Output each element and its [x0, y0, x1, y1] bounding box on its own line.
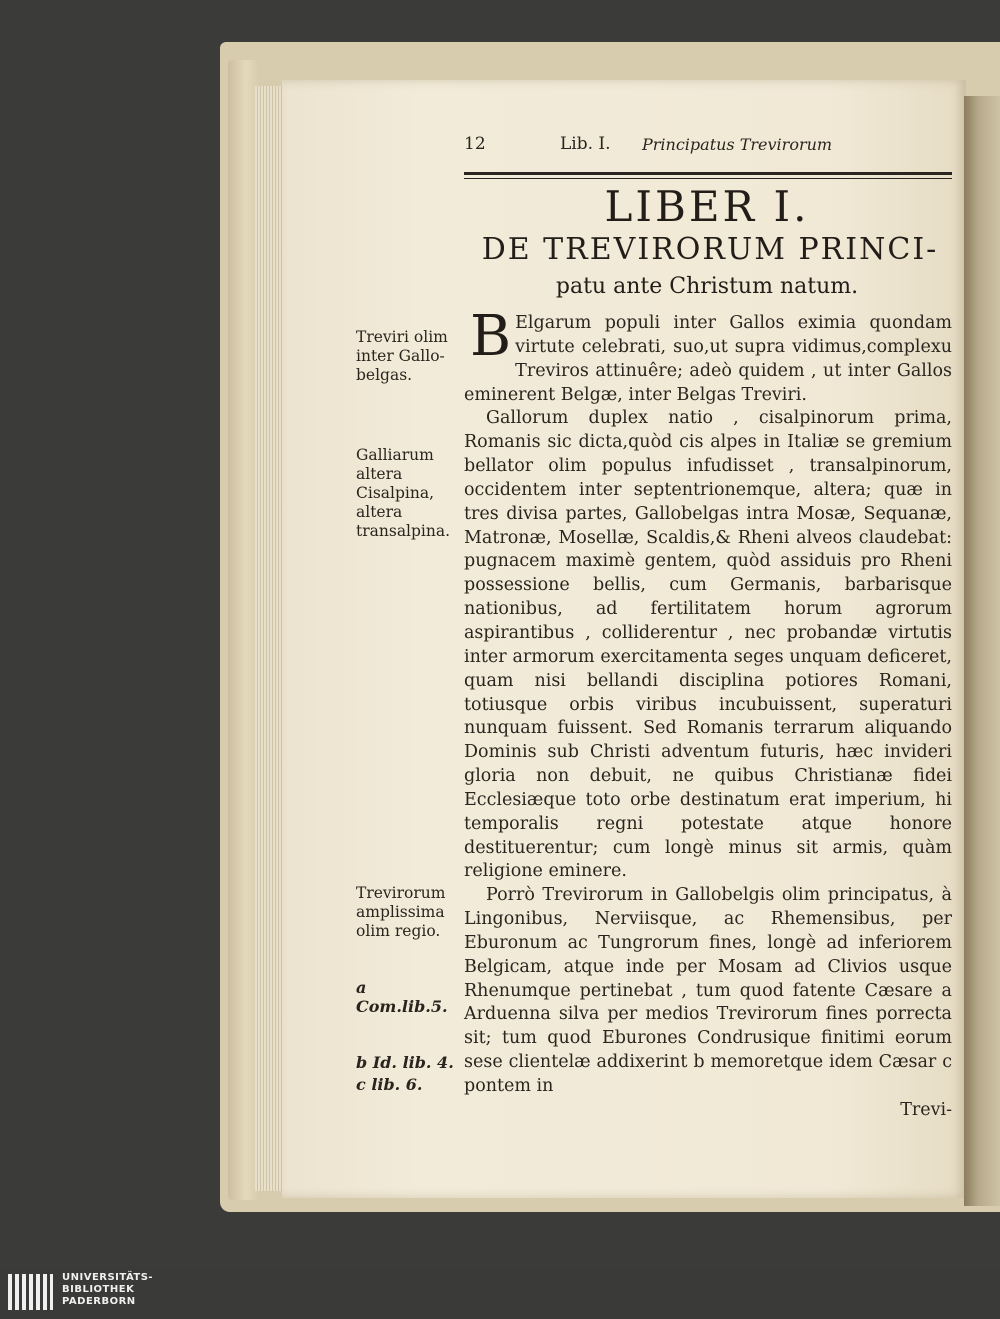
margin-note: Trevirorum amplissima olim regio. [356, 884, 446, 940]
chapter-title: DE TREVIRORUM PRINCI- [481, 232, 939, 267]
library-logo-icon [8, 1272, 54, 1312]
body-text [464, 304, 952, 1123]
catchword: Trevi- [900, 1099, 952, 1120]
page-number: 12 [464, 134, 486, 154]
running-header [460, 130, 950, 160]
running-title: Principatus Trevirorum [642, 135, 833, 154]
logo-line: PADERBORN [62, 1296, 136, 1307]
book-title: LIBER I. [604, 182, 810, 231]
header-rule [464, 172, 952, 175]
book-reference: Lib. I. [560, 134, 611, 154]
margin-citation-c: c lib. 6. [356, 1075, 423, 1094]
margin-note: Treviri olim inter Gallo-belgas. [356, 328, 448, 384]
paragraph-3: Porrò Trevirorum in Gallobelgis olim principatus, à Lingonibus, Nerviisque, ac Rhemensibus, per Eburonum ac Tungrorum fines, longè ad inferiorem Belgicam, atque inde per Mosam ad Clivios usque Rhenumque pertinebat , tum quod fatente Cæsare a Arduenna silva per medios Trevirorum fines porrecta sit; tum quod Eburones Condrusique finitimi eorum sese clientelæ addixerint b memoretque idem Cæsar c pontem in [464, 885, 952, 1096]
book-spine-edge [228, 60, 258, 1200]
paragraph-2: Gallorum duplex natio , cisalpinorum prima, Romanis sic dicta,quòd cis alpes in Italiæ se gremium bellator olim populus infudisset , transalpinorum, occidentem inter septentrionemque, altera; quæ in tres divisa partes, Gallobelgas intra Mosæ, Sequanæ, Matronæ, Mosellæ, Scaldis,& Rheni alveos claudebat: pugnacem maximè gentem, quòd assiduis pro Rheni possessione bellis, cum Germanis, barbarisque nationibus, ad fertilitatem horum agrorum aspirantibus , colliderentur , nec probandæ virtutis inter armorum exercitamenta seges unquam deficeret, quam nisi bellandi disciplina potiores Romani, totiusque orbis viribus incubuissent, superaturi nunquam fuissent. Sed Romanis terrarum aliquando Dominis sub Christi adventum futuris, hæc invideri gloria non debuit, ne quibus Christianæ fidei Ecclesiæque toto orbe destinatum erat imperium, hi temporalis regni potestate atque honore destituerentur; cum longè minus sit armis, quàm religione eminere. [464, 408, 952, 882]
margin-citation-b: b Id. lib. 4. [356, 1053, 454, 1072]
facing-page-edge [964, 96, 1000, 1206]
page-stack [255, 86, 285, 1191]
chapter-title-continued: patu ante Christum natum. [555, 274, 859, 299]
margin-citation [356, 1052, 462, 1096]
paragraph-1-text: Elgarum populi inter Gallos eximia quondam virtute celebrati, suo,ut supra vidimus,complexu Treviros attinuêre; adeò quidem , ut inter Gallos eminerent Belgæ, inter Belgas Treviri. [464, 313, 952, 405]
header-rule-thin [464, 178, 952, 179]
drop-cap: B [470, 304, 512, 369]
logo-line: UNIVERSITÄTS- [62, 1272, 154, 1283]
logo-line: BIBLIOTHEK [62, 1284, 135, 1295]
margin-citation: a Com.lib.5. [356, 978, 448, 1016]
paragraph-1 [464, 304, 952, 407]
margin-note: Galliarum altera Cisalpina, altera transalpina. [356, 446, 451, 540]
library-logo-text [62, 1272, 153, 1308]
